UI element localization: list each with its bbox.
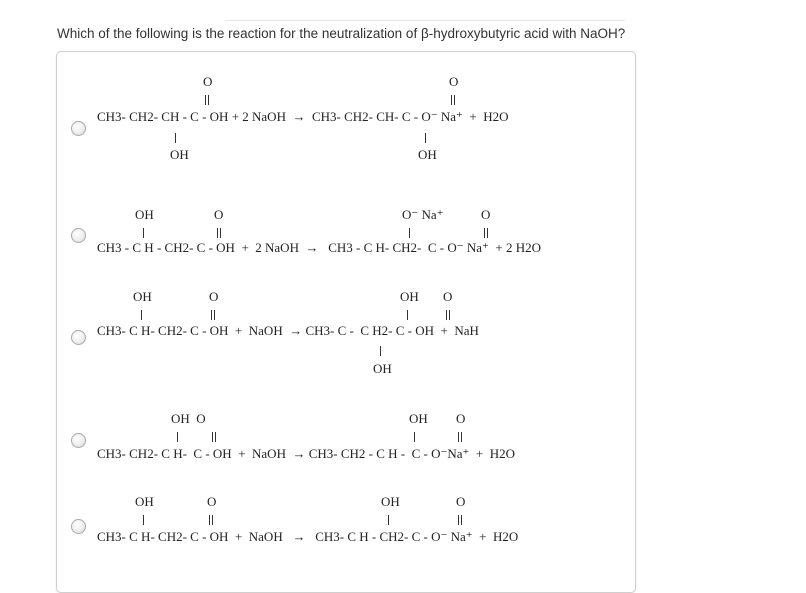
- option-2-double-bond-left-2: [220, 228, 221, 238]
- option-2-double-bond-right: [484, 228, 485, 238]
- option-5-single-bond-right: [388, 515, 389, 525]
- option-3-hydroxyl-right-bottom: OH: [373, 361, 392, 376]
- option-1-double-bond-right: [451, 95, 452, 105]
- option-1-hydroxyl-right: OH: [418, 147, 437, 162]
- option-3-single-bond-left: [141, 310, 142, 320]
- option-2-hydroxyl-left: OH: [135, 207, 154, 222]
- option-2-double-bond-right-2: [487, 228, 488, 238]
- option-1-double-bond-left-2: [208, 95, 209, 105]
- option-3-radio[interactable]: [71, 330, 86, 345]
- option-5-hydroxyl-right: OH: [381, 494, 400, 509]
- option-3-hydroxyl-right-top: OH: [400, 289, 419, 304]
- option-5-single-bond-left: [143, 515, 144, 525]
- option-4-carbonyl-o-right: O: [456, 411, 466, 426]
- option-3-double-bond-right: [446, 310, 447, 320]
- option-1-equation: CH3- CH2- CH - C - OH + 2 NaOH → CH3- CH2- CH- C - O⁻ Na⁺ + H2O: [97, 109, 509, 124]
- question-text: Which of the following is the reaction for the neutralization of β-hydroxybutyric acid with NaOH?: [57, 26, 626, 41]
- option-5-equation: CH3- C H- CH2- C - OH + NaOH → CH3- C H - CH2- C - O⁻ Na⁺ + H2O: [97, 529, 519, 544]
- option-5-radio[interactable]: [71, 519, 86, 534]
- option-1-radio[interactable]: [71, 121, 86, 136]
- option-4-single-bond-right: [414, 432, 415, 442]
- option-3-equation: CH3- C H- CH2- C - OH + NaOH → CH3- C - C H2- C - OH + NaH: [97, 323, 479, 338]
- option-2-carbonyl-o-right: O: [481, 207, 491, 222]
- top-divider: [225, 20, 625, 21]
- answer-options-panel: [56, 51, 636, 593]
- option-5-hydroxyl-left: OH: [135, 494, 154, 509]
- option-1-carbonyl-o-left: O: [203, 74, 213, 89]
- option-4-hydroxyl-carbonyl-left: OH O: [171, 411, 206, 426]
- option-3-single-bond-bottom: [380, 346, 381, 356]
- option-1-double-bond-right-2: [454, 95, 455, 105]
- option-4-double-bond-right: [458, 432, 459, 442]
- option-2-equation: CH3 - C H - CH2- C - OH + 2 NaOH → CH3 - C H- CH2- C - O⁻ Na⁺ + 2 H2O: [97, 240, 541, 255]
- option-1-single-bond-left: [175, 133, 176, 143]
- option-1-double-bond-left: [205, 95, 206, 105]
- option-2-single-bond-left: [143, 228, 144, 238]
- option-3-double-bond-left: [211, 310, 212, 320]
- option-2-double-bond-left: [217, 228, 218, 238]
- option-2-alkoxide: O⁻ Na⁺: [402, 207, 444, 222]
- option-3-double-bond-right-2: [449, 310, 450, 320]
- option-1-single-bond-right: [425, 133, 426, 143]
- option-3-carbonyl-o-left: O: [209, 289, 219, 304]
- option-5-double-bond-right-2: [461, 515, 462, 525]
- option-4-double-bond-left: [212, 432, 213, 442]
- option-3-hydroxyl-left: OH: [133, 289, 152, 304]
- option-3-double-bond-left-2: [214, 310, 215, 320]
- option-1-carbonyl-o-right: O: [449, 74, 459, 89]
- option-5-double-bond-left: [209, 515, 210, 525]
- option-5-carbonyl-o-right: O: [456, 494, 466, 509]
- option-4-single-bond-left: [177, 432, 178, 442]
- option-4-double-bond-left-2: [215, 432, 216, 442]
- option-2-radio[interactable]: [71, 228, 86, 243]
- option-4-hydroxyl-right: OH: [409, 411, 428, 426]
- option-4-radio[interactable]: [71, 433, 86, 448]
- option-4-equation: CH3- CH2- C H- C - OH + NaOH → CH3- CH2 - C H - C - O⁻Na⁺ + H2O: [97, 446, 515, 461]
- option-3-single-bond-right: [407, 310, 408, 320]
- option-4-double-bond-right-2: [461, 432, 462, 442]
- option-2-carbonyl-o-left: O: [214, 207, 224, 222]
- option-2-single-bond-right: [409, 228, 410, 238]
- option-5-double-bond-left-2: [212, 515, 213, 525]
- option-5-carbonyl-o-left: O: [207, 494, 217, 509]
- option-5-double-bond-right: [458, 515, 459, 525]
- option-3-carbonyl-o-right: O: [443, 289, 453, 304]
- option-1-hydroxyl-left: OH: [170, 147, 189, 162]
